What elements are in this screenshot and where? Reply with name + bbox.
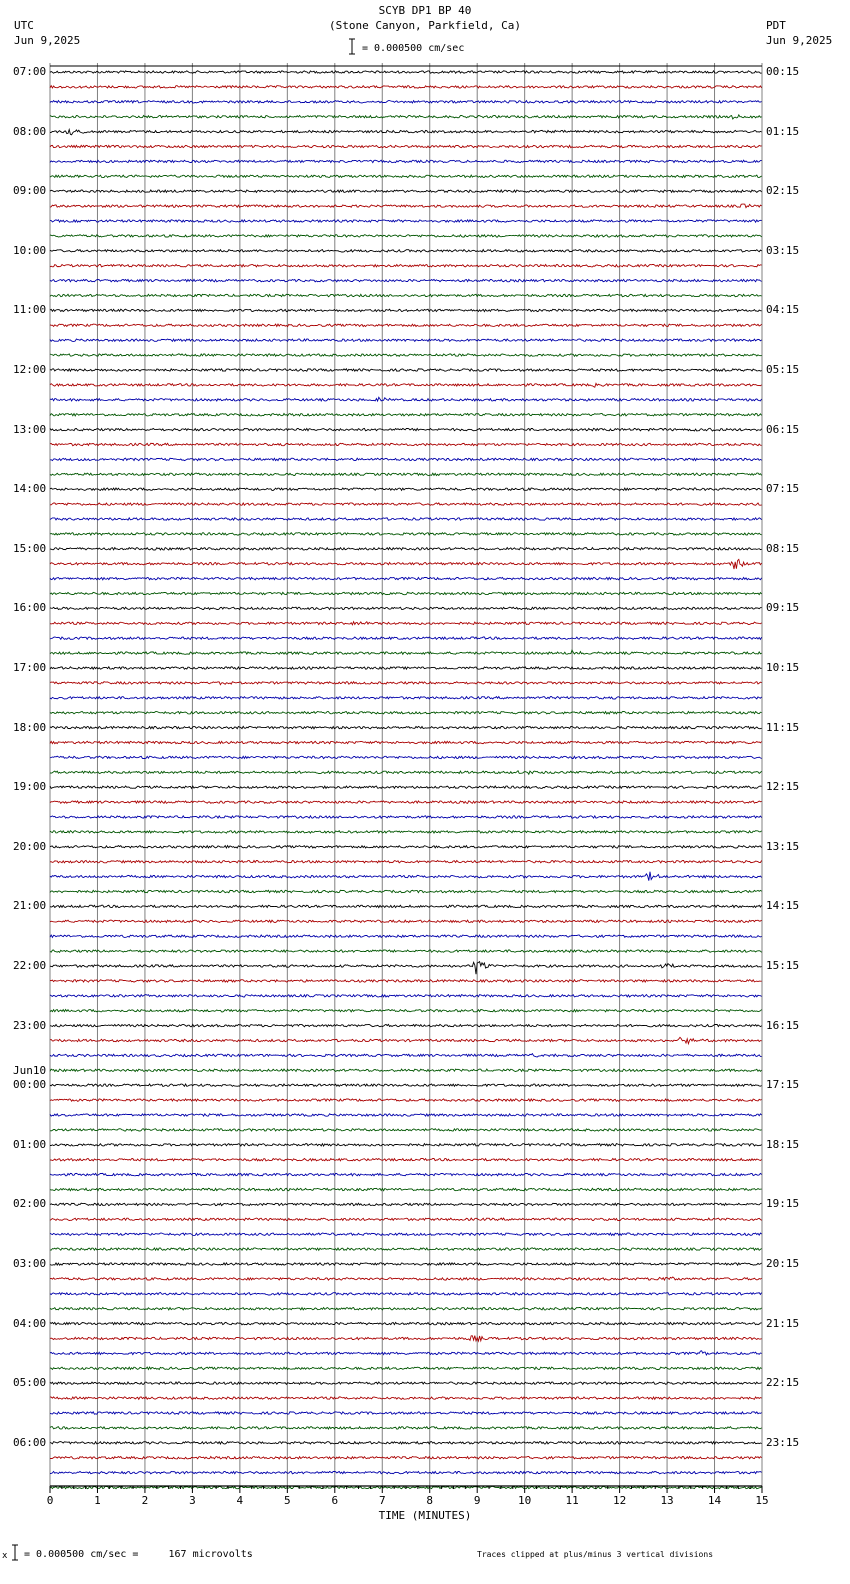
seismic-trace [50, 890, 762, 892]
utc-hour-label: 21:00 [13, 899, 47, 913]
seismic-trace [50, 1188, 762, 1190]
seismic-trace [50, 279, 762, 281]
seismic-trace [50, 726, 762, 728]
seismic-trace [50, 1144, 762, 1146]
seismic-trace [50, 1114, 762, 1116]
pdt-hour-label: 15:15 [766, 959, 800, 972]
seismic-trace [50, 339, 762, 341]
utc-hour-label: 13:00 [13, 422, 47, 436]
pdt-hour-label: 09:15 [766, 601, 800, 615]
seismic-trace [50, 756, 762, 758]
seismic-trace [50, 622, 762, 625]
seismic-trace [50, 1203, 762, 1205]
time-axis [47, 1486, 769, 1507]
utc-date: Jun 9,2025 [14, 34, 81, 47]
seismic-trace [50, 1367, 762, 1369]
seismic-trace [50, 861, 762, 863]
seismic-trace [50, 650, 762, 654]
seismic-trace [50, 1129, 762, 1131]
utc-hour-label: 09:00 [13, 184, 47, 198]
utc-hour-label: 15:00 [13, 541, 47, 555]
seismic-trace [50, 1457, 762, 1459]
seismic-trace [50, 1382, 762, 1384]
pdt-label: PDT [766, 19, 786, 32]
x-axis-title: TIME (MINUTES) [378, 1509, 472, 1522]
seismic-trace [50, 369, 762, 371]
seismic-trace [50, 160, 762, 162]
seismic-trace [50, 548, 762, 550]
utc-hour-label: 03:00 [13, 1257, 47, 1270]
seismic-trace [50, 995, 762, 997]
pdt-hour-label: 20:15 [766, 1257, 800, 1270]
pdt-hour-label: 10:15 [766, 661, 800, 674]
pdt-hour-label: 14:15 [766, 899, 800, 913]
seismic-trace [50, 175, 762, 177]
seismic-trace [50, 354, 762, 356]
seismic-trace [50, 559, 762, 569]
time-grid [50, 63, 762, 1486]
seismic-trace [50, 682, 762, 685]
seismic-trace [50, 1427, 762, 1429]
seismic-trace [50, 1308, 762, 1310]
x-tick-label: 12 [612, 1494, 627, 1507]
pdt-hour-label: 19:15 [766, 1197, 800, 1211]
seismic-trace [50, 190, 762, 192]
seismic-trace [50, 935, 762, 937]
date-change-label: Jun10 [13, 1064, 47, 1078]
utc-hour-label: 01:00 [13, 1137, 47, 1151]
utc-hour-label: 08:00 [13, 124, 47, 138]
seismic-trace [50, 130, 762, 135]
pdt-hour-label: 01:15 [766, 124, 800, 138]
pdt-hour-label: 23:15 [766, 1435, 800, 1449]
seismic-trace [50, 1010, 762, 1012]
seismic-trace [50, 71, 762, 73]
scale-text: = 0.000500 cm/sec [362, 43, 465, 54]
pdt-hour-label: 21:15 [766, 1316, 800, 1330]
seismic-trace [50, 204, 762, 208]
x-tick-label: 8 [426, 1494, 434, 1507]
chart-subtitle: (Stone Canyon, Parkfield, Ca) [328, 19, 522, 32]
seismic-trace [50, 101, 762, 103]
seismic-trace [50, 607, 762, 609]
footer-clip-note: Traces clipped at plus/minus 3 vertical divisions [477, 1550, 714, 1559]
seismic-trace [50, 1173, 762, 1175]
x-tick-label: 4 [236, 1494, 244, 1507]
seismic-trace [50, 667, 762, 669]
seismic-trace [50, 1277, 762, 1280]
pdt-date: Jun 9,2025 [766, 34, 833, 47]
pdt-hour-label: 12:15 [766, 780, 800, 794]
pdt-hour-label: 22:15 [766, 1376, 800, 1390]
seismic-trace [50, 786, 762, 788]
pdt-hour-label: 08:15 [766, 541, 800, 555]
seismic-trace [50, 265, 762, 267]
seismic-trace [50, 220, 762, 222]
utc-hour-label: 17:00 [13, 661, 47, 674]
seismic-trace [50, 1218, 762, 1220]
seismic-trace [50, 1248, 762, 1250]
seismic-trace [50, 1159, 762, 1161]
seismic-trace [50, 712, 762, 714]
pdt-hour-label: 13:15 [766, 839, 800, 853]
utc-hour-label: 18:00 [13, 720, 47, 734]
x-tick-label: 5 [284, 1494, 291, 1507]
utc-hour-label: 00:00 [13, 1078, 47, 1092]
pdt-hour-label: 07:15 [766, 482, 800, 496]
utc-hour-label: 05:00 [13, 1376, 47, 1390]
footer-scale-text: = 0.000500 cm/sec = 167 microvolts [24, 1549, 253, 1560]
pdt-hour-label: 06:15 [766, 422, 800, 436]
seismic-trace [50, 115, 762, 119]
x-tick-label: 0 [46, 1494, 54, 1507]
seismic-trace [50, 1397, 762, 1399]
pdt-hour-label: 04:15 [766, 303, 800, 317]
pdt-hour-label: 17:15 [766, 1078, 800, 1092]
utc-hour-label: 22:00 [13, 959, 47, 972]
seismic-trace [50, 414, 762, 416]
seismic-trace [50, 1442, 762, 1444]
seismic-trace [50, 1054, 762, 1057]
seismic-trace [50, 816, 762, 818]
x-tick-label: 7 [378, 1494, 386, 1507]
x-tick-label: 11 [565, 1494, 579, 1507]
seismic-trace [50, 831, 762, 833]
seismic-trace [50, 86, 762, 88]
x-tick-label: 14 [707, 1494, 722, 1507]
seismic-trace [50, 1292, 762, 1295]
trace-group [50, 71, 762, 1489]
seismic-trace [50, 1351, 762, 1355]
seismic-trace [50, 801, 762, 803]
seismic-trace [50, 443, 762, 445]
seismic-trace [50, 383, 762, 387]
x-tick-label: 2 [141, 1494, 149, 1507]
seismic-trace [50, 637, 762, 639]
seismic-trace [50, 1336, 762, 1342]
seismic-trace [50, 1412, 762, 1414]
seismic-trace [50, 235, 762, 237]
seismic-trace [50, 905, 762, 907]
utc-hour-label: 19:00 [13, 780, 47, 794]
pdt-hour-label: 00:15 [766, 65, 800, 78]
seismic-trace [50, 294, 762, 296]
seismic-trace [50, 473, 762, 475]
seismic-trace [50, 980, 762, 982]
utc-hour-label: 04:00 [13, 1316, 47, 1330]
seismic-trace [50, 145, 762, 147]
pdt-hour-label: 16:15 [766, 1018, 800, 1032]
seismic-trace [50, 741, 762, 743]
seismic-trace [50, 1233, 762, 1235]
pdt-hour-label: 05:15 [766, 363, 800, 376]
utc-hour-label: 16:00 [13, 601, 47, 615]
seismic-trace [50, 1084, 762, 1086]
seismic-trace [50, 592, 762, 594]
utc-hour-label: 07:00 [13, 65, 47, 78]
seismic-trace [50, 250, 762, 252]
seismic-trace [50, 950, 762, 952]
seismic-trace [50, 962, 762, 975]
x-tick-label: 6 [331, 1494, 339, 1507]
seismic-trace [50, 458, 762, 460]
seismic-trace [50, 309, 762, 311]
seismic-trace [50, 503, 762, 505]
seismic-trace [50, 920, 762, 922]
seismic-trace [50, 1037, 762, 1043]
utc-hour-label: 23:00 [13, 1018, 47, 1032]
x-tick-label: 13 [660, 1494, 674, 1507]
seismic-trace [50, 577, 762, 579]
seismic-trace [50, 872, 762, 881]
utc-label: UTC [14, 19, 34, 32]
seismic-trace [50, 1471, 762, 1473]
seismic-trace [50, 1024, 762, 1026]
utc-hour-label: 10:00 [13, 243, 47, 257]
x-tick-label: 15 [755, 1494, 769, 1507]
seismic-trace [50, 1099, 762, 1101]
seismic-trace [50, 846, 762, 848]
pdt-hour-label: 11:15 [766, 720, 800, 734]
utc-hour-label: 06:00 [13, 1435, 47, 1449]
chart-title: SCYB DP1 BP 40 [378, 4, 472, 17]
pdt-hour-label: 03:15 [766, 243, 800, 257]
seismic-trace [50, 1322, 762, 1324]
seismic-trace [50, 697, 762, 699]
footer-scale-prefix: x [2, 1551, 8, 1561]
utc-hour-label: 12:00 [13, 363, 47, 376]
seismic-trace [50, 428, 762, 431]
x-tick-label: 10 [518, 1494, 532, 1507]
x-tick-label: 1 [94, 1494, 101, 1507]
seismic-trace [50, 1069, 762, 1071]
x-tick-label: 3 [189, 1494, 196, 1507]
seismic-trace [50, 397, 762, 401]
utc-hour-label: 14:00 [13, 482, 47, 496]
seismic-trace [50, 771, 762, 775]
seismic-trace [50, 1263, 762, 1265]
x-tick-label: 9 [473, 1494, 481, 1507]
utc-hour-label: 02:00 [13, 1197, 47, 1211]
seismic-trace [50, 518, 762, 520]
pdt-hour-label: 18:15 [766, 1137, 800, 1151]
utc-hour-label: 11:00 [13, 303, 47, 317]
pdt-hour-label: 02:15 [766, 184, 800, 198]
seismic-trace [50, 324, 762, 326]
utc-hour-label: 20:00 [13, 839, 47, 853]
seismic-trace [50, 488, 762, 490]
seismic-trace [50, 533, 762, 535]
